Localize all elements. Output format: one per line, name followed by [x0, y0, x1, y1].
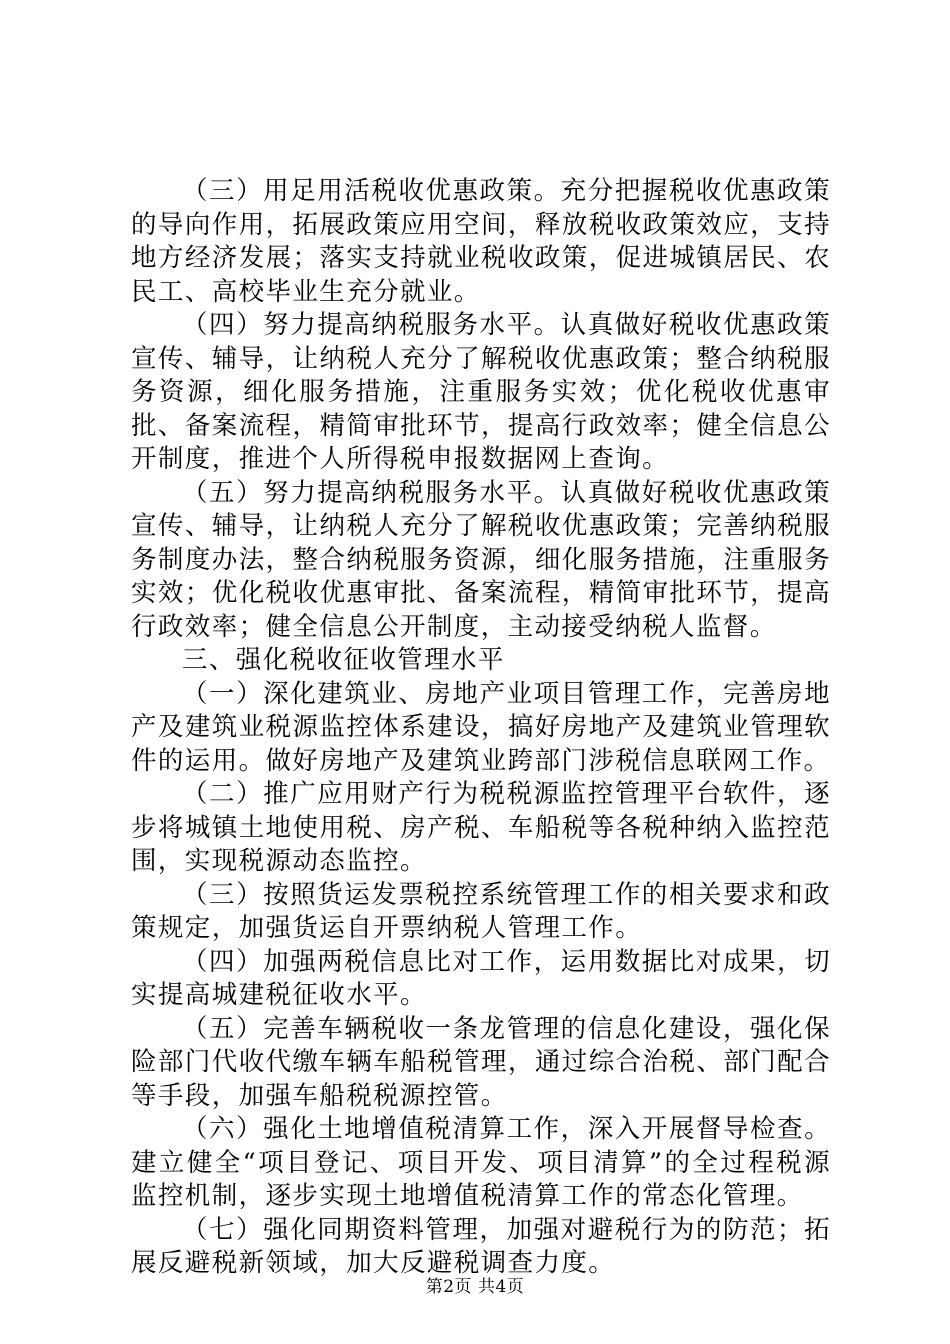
paragraph-policy-use: （三）用足用活税收优惠政策。充分把握税收优惠政策的导向作用，拓展政策应用空间，释放税收政策效应，支持地方经济发展；落实支持就业税收政策，促进城镇居民、农民工、高校毕业生充分就业。 [131, 176, 831, 307]
paragraph-service-level-2: （五）努力提高纳税服务水平。认真做好税收优惠政策宣传、辅导，让纳税人充分了解税收优惠政策；完善纳税服务制度办法，整合纳税服务资源，细化服务措施，注重服务实效；优化税收优惠审批、备案流程，精简审批环节，提高行政效率；健全信息公开制度，主动接受纳税人监督。 [131, 477, 831, 642]
paragraph-property-tax-platform: （二）推广应用财产行为税税源监控管理平台软件，逐步将城镇土地使用税、房产税、车船税等各税种纳入监控范围，实现税源动态监控。 [131, 779, 831, 876]
paragraph-info-comparison: （四）加强两税信息比对工作，运用数据比对成果，切实提高城建税征收水平。 [131, 946, 831, 1010]
paragraph-land-value-tax: （六）强化土地增值税清算工作，深入开展督导检查。建立健全“项目登记、项目开发、项目清算”的全过程税源监控机制，逐步实现土地增值税清算工作的常态化管理。 [131, 1114, 831, 1211]
paragraph-service-level-1: （四）努力提高纳税服务水平。认真做好税收优惠政策宣传、辅导，让纳税人充分了解税收优惠政策；整合纳税服务资源，细化服务措施，注重服务实效；优化税收优惠审批、备案流程，精简审批环节，提高行政效率；健全信息公开制度，推进个人所得税申报数据网上查询。 [131, 310, 831, 474]
paragraph-freight-invoice: （三）按照货运发票税控系统管理工作的相关要求和政策规定，加强货运自开票纳税人管理工作。 [131, 879, 831, 943]
section-heading-collection-management: 三、强化税收征收管理水平 [182, 645, 505, 675]
paragraph-construction-real-estate: （一）深化建筑业、房地产业项目管理工作，完善房地产及建筑业税源监控体系建设，搞好房地产及建筑业管理软件的运用。做好房地产及建筑业跨部门涉税信息联网工作。 [131, 678, 831, 776]
paragraph-vehicle-tax: （五）完善车辆税收一条龙管理的信息化建设，强化保险部门代收代缴车辆车船税管理，通过综合治税、部门配合等手段，加强车船税税源控管。 [131, 1013, 831, 1111]
page-footer: 第2页 共4页 [425, 1277, 525, 1297]
document-body [131, 175, 831, 1281]
paragraph-anti-avoidance: （七）强化同期资料管理，加强对避税行为的防范；拓展反避税新领域，加大反避税调查力度。 [131, 1214, 831, 1278]
